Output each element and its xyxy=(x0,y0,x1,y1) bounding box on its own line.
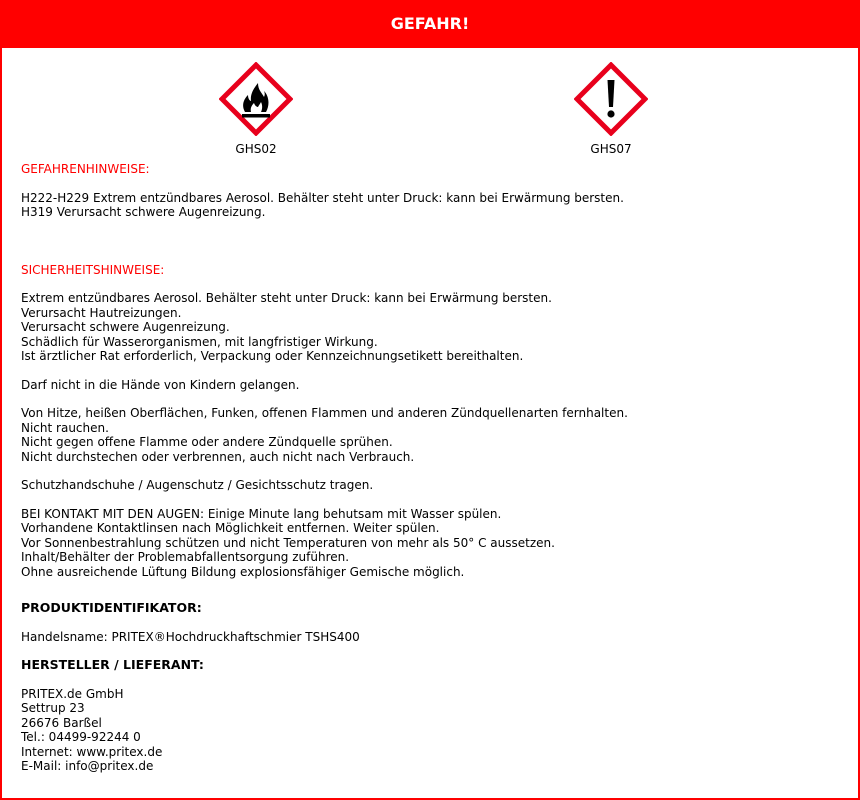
safety-section-title: SICHERHEITSHINWEISE: xyxy=(21,262,165,277)
label-content xyxy=(21,162,841,774)
pictogram-ghs02 xyxy=(218,62,294,156)
manufacturer-website: Internet: www.pritex.de xyxy=(21,744,163,759)
safety-group xyxy=(21,406,841,464)
manufacturer-line: PRITEX.de GmbH xyxy=(21,686,124,701)
safety-line: Schutzhandschuhe / Augenschutz / Gesichtsschutz tragen. xyxy=(21,478,374,492)
safety-line: Ohne ausreichende Lüftung Bildung explosionsfähiger Gemische möglich. xyxy=(21,564,465,579)
safety-group xyxy=(21,478,841,493)
pictogram-code: GHS02 xyxy=(235,142,277,156)
safety-line: Schädlich für Wasserorganismen, mit langfristiger Wirkung. xyxy=(21,334,378,349)
pictogram-ghs07 xyxy=(573,62,649,156)
safety-line: Verursacht schwere Augenreizung. xyxy=(21,320,230,334)
safety-line: Vor Sonnenbestrahlung schützen und nicht Temperaturen von mehr als 50° C aussetzen. xyxy=(21,535,555,550)
safety-line: Vorhandene Kontaktlinsen nach Möglichkeit entfernen. Weiter spülen. xyxy=(21,521,440,535)
safety-line: Darf nicht in die Hände von Kindern gelangen. xyxy=(21,377,300,392)
manufacturer-address xyxy=(21,687,841,774)
hazard-line: H222-H229 Extrem entzündbares Aerosol. Behälter steht unter Druck: kann bei Erwärmung bersten. xyxy=(21,190,624,205)
safety-line: Von Hitze, heißen Oberflächen, Funken, offenen Flammen und anderen Zündquellenarten fernhalten. xyxy=(21,406,628,420)
safety-line: Nicht gegen offene Flamme oder andere Zündquelle sprühen. xyxy=(21,435,393,449)
manufacturer-line: Tel.: 04499-92244 0 xyxy=(21,730,141,744)
hazard-section-title: GEFAHRENHINWEISE: xyxy=(21,162,150,176)
product-section-title: PRODUKTIDENTIFIKATOR: xyxy=(21,600,202,615)
hazard-line: H319 Verursacht schwere Augenreizung. xyxy=(21,205,266,219)
safety-group xyxy=(21,507,841,580)
hazard-statements xyxy=(21,191,841,220)
manufacturer-section-title: HERSTELLER / LIEFERANT: xyxy=(21,657,204,672)
safety-line: Extrem entzündbares Aerosol. Behälter steht unter Druck: kann bei Erwärmung bersten. xyxy=(21,291,552,305)
safety-group xyxy=(21,291,841,364)
safety-line: Nicht rauchen. xyxy=(21,420,109,435)
safety-line: BEI KONTAKT MIT DEN AUGEN: Einige Minute lang behutsam mit Wasser spülen. xyxy=(21,506,502,521)
danger-header xyxy=(0,0,860,48)
manufacturer-line: Settrup 23 xyxy=(21,701,85,715)
safety-line: Nicht durchstechen oder verbrennen, auch nicht nach Verbrauch. xyxy=(21,449,415,464)
safety-line: Verursacht Hautreizungen. xyxy=(21,305,182,320)
safety-group xyxy=(21,378,841,393)
product-tradename: Handelsname: PRITEX®Hochdruckhaftschmier TSHS400 xyxy=(21,629,360,644)
manufacturer-email: E-Mail: info@pritex.de xyxy=(21,759,154,773)
safety-line: Ist ärztlicher Rat erforderlich, Verpackung oder Kennzeichnungsetikett bereithalten. xyxy=(21,349,524,363)
manufacturer-line: 26676 Barßel xyxy=(21,715,102,730)
exclamation-icon xyxy=(574,62,648,136)
safety-line: Inhalt/Behälter der Problemabfallentsorgung zuführen. xyxy=(21,550,350,564)
flame-icon xyxy=(219,62,293,136)
danger-title: GEFAHR! xyxy=(390,14,470,33)
pictogram-code: GHS07 xyxy=(590,142,632,156)
